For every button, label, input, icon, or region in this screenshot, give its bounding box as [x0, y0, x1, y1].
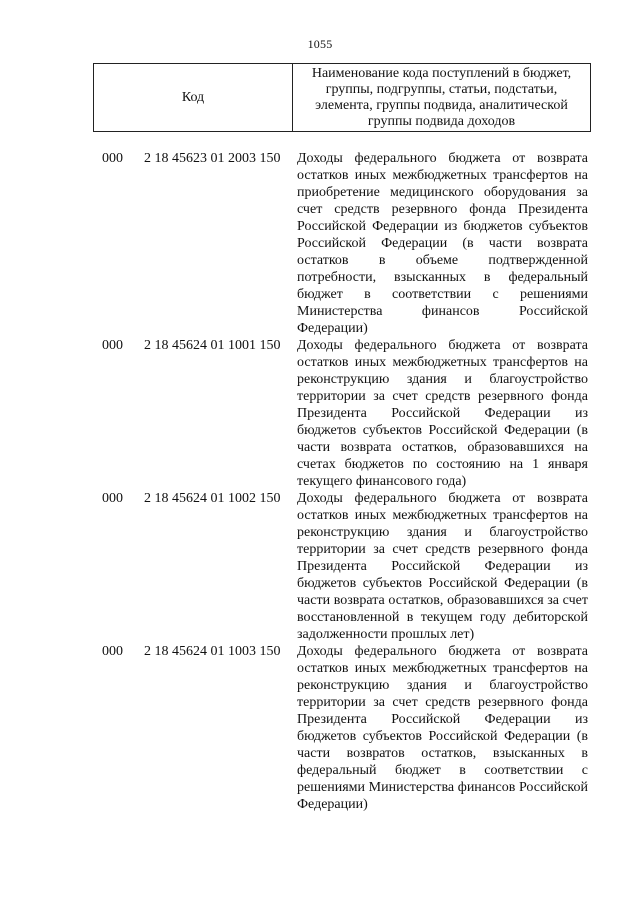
entries-list — [0, 150, 640, 813]
entry-description: Доходы федерального бюджета от возврата остатков иных межбюджетных трансфертов на приобретение медицинского оборудования за счет средств резервного фонда Президента Российской Федерации из бюджетов субъектов Российской Федерации (в части возврата остатков в объеме подтвержденной потребности, взысканных в федеральный бюджет в соответствии с решениями Министерства финансов Российской Федерации) — [297, 151, 588, 336]
entry-row — [0, 490, 640, 643]
entry-row — [0, 337, 640, 490]
entry-description: Доходы федерального бюджета от возврата остатков иных межбюджетных трансфертов на реконструкцию здания и благоустройство территории за счет средств резервного фонда Президента Российской Федерации из бюджетов субъектов Российской Федерации (в части возврата остатков, образовавшихся за счет восстановленной в текущем году дебиторской задолженности прошлых лет) — [297, 491, 588, 642]
entry-admin-code: 000 — [102, 644, 123, 659]
header-code-column: Код — [94, 64, 293, 131]
page-number: 1055 — [307, 37, 333, 51]
entry-income-code: 2 18 45624 01 1002 150 — [144, 491, 281, 506]
entry-income-code: 2 18 45624 01 1001 150 — [144, 338, 281, 353]
entry-income-code: 2 18 45624 01 1003 150 — [144, 644, 281, 659]
header-name-column: Наименование кода поступлений в бюджет, группы, подгруппы, статьи, подстатьи, элемента, группы подвида, аналитической группы подвида доходов — [311, 65, 572, 129]
entry-description: Доходы федерального бюджета от возврата остатков иных межбюджетных трансфертов на реконструкцию здания и благоустройство территории за счет средств резервного фонда Президента Российской Федерации из бюджетов субъектов Российской Федерации (в части возврата остатков, образовавшихся на счетах бюджетов по состоянию на 1 января текущего финансового года) — [297, 338, 588, 489]
entry-description: Доходы федерального бюджета от возврата остатков иных межбюджетных трансфертов на реконструкцию здания и благоустройство территории за счет средств резервного фонда Президента Российской Федерации из бюджетов субъектов Российской Федерации (в части возвратов остатков, взысканных в федеральный бюджет в соответствии с решениями Министерства финансов Российской Федерации) — [297, 644, 588, 812]
entry-income-code: 2 18 45623 01 2003 150 — [144, 151, 281, 166]
table-header — [93, 63, 591, 132]
entry-admin-code: 000 — [102, 491, 123, 506]
entry-row — [0, 150, 640, 337]
entry-admin-code: 000 — [102, 338, 123, 353]
entry-row — [0, 643, 640, 813]
entry-admin-code: 000 — [102, 151, 123, 166]
